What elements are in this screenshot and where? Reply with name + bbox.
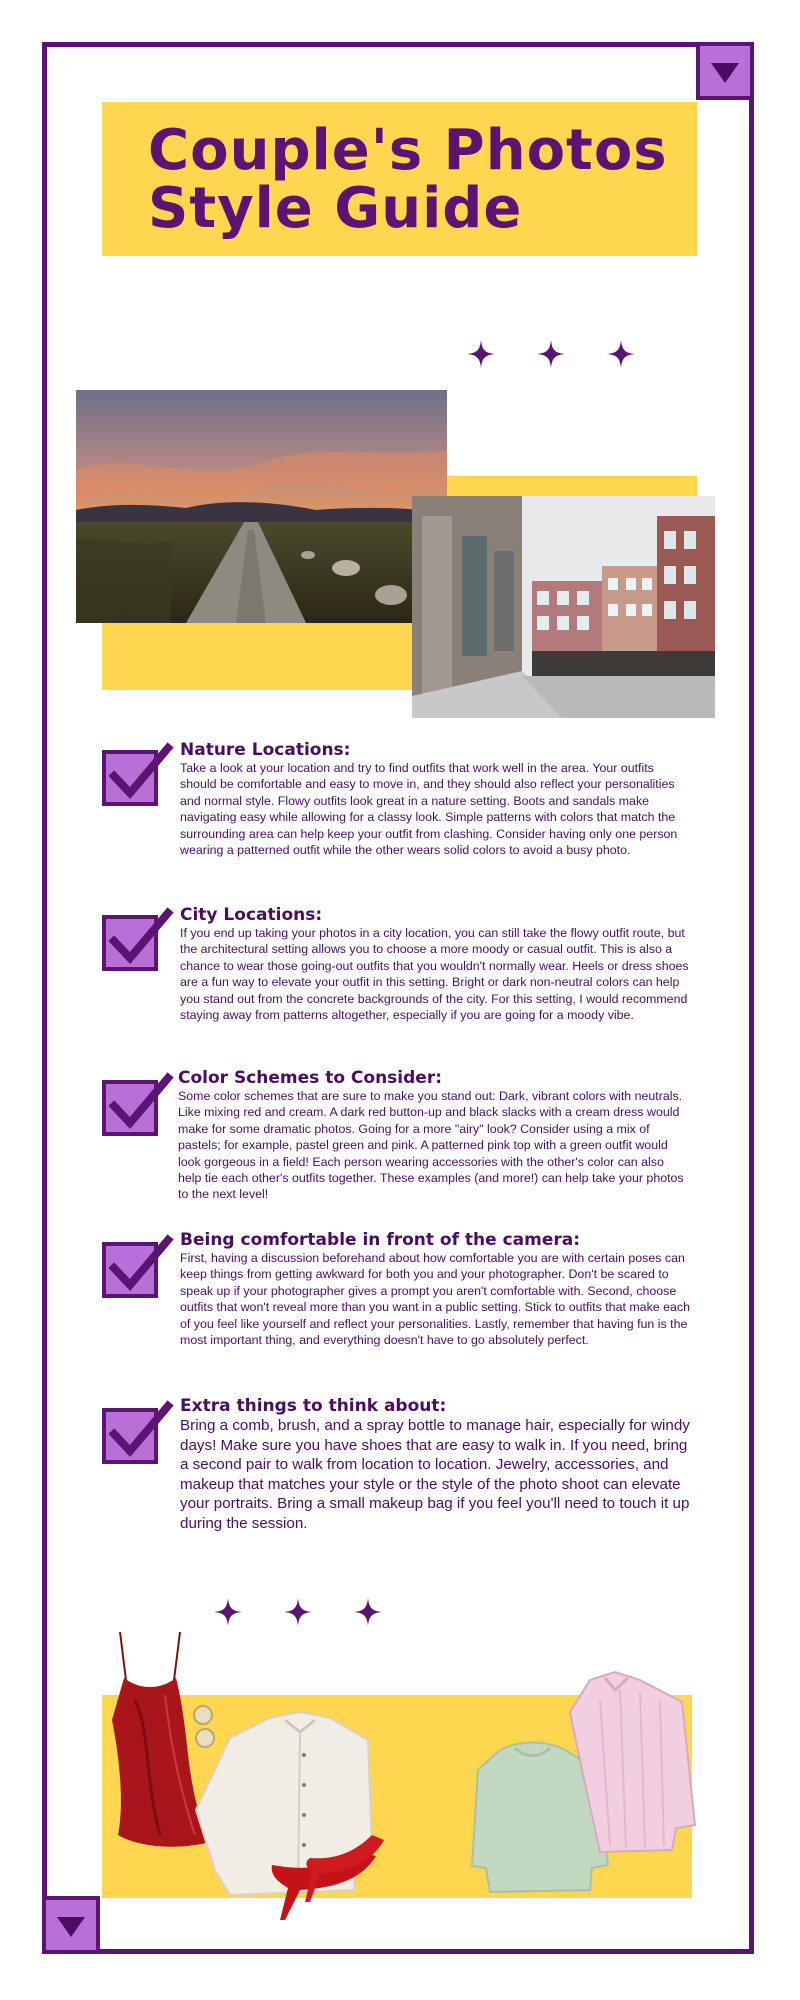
corner-box-top-right xyxy=(696,42,754,100)
checkbox xyxy=(102,1242,158,1298)
sparkle-star-icon xyxy=(607,340,635,368)
earrings-image xyxy=(194,1706,214,1747)
item-body: Bring a comb, brush, and a spray bottle to manage hair, especially for windy days! Make sure you have shoes that are easy to walk in. If you need, bring a second pair to walk from location to location. Jewelry, accessories, and makeup that matches your style or the style of the photo shoot can elevate your portraits. Bring a small makeup bag if you feel you'll need to touch it up during the session. xyxy=(180,1417,690,1532)
checkbox-check-icon xyxy=(102,1396,172,1466)
title-banner xyxy=(102,102,697,256)
list-item-content xyxy=(180,740,690,858)
item-title: Extra things to think about: xyxy=(180,1396,447,1416)
yellow-strip xyxy=(447,476,697,498)
triangle-down-icon xyxy=(711,63,739,83)
nature-road-photo xyxy=(76,390,447,623)
item-title: Nature Locations: xyxy=(180,740,351,760)
item-body: Some color schemes that are sure to make you stand out: Dark, vibrant colors with neutrals. Like mixing red and cream. A dark red button-up and black slacks with a cream dress would make for some dramatic photos. Going for a more "airy" look? Consider using a mix of pastels; for example, pastel green and pink. A patterned pink top with a green outfit would look gorgeous in a field! Each person wearing accessories with the other's color can also help tie each other's outfits together. These examples (and more!) can help take your photos to the next level! xyxy=(178,1089,684,1202)
item-title: Color Schemes to Consider: xyxy=(178,1068,443,1088)
checkbox xyxy=(102,1080,158,1136)
page-title xyxy=(148,118,668,241)
clothing-collage xyxy=(0,1620,800,1930)
list-item-content xyxy=(180,1396,690,1534)
item-body: Take a look at your location and try to find outfits that work well in the area. Your outfits should be comfortable and easy to move in, and they should also reflect your personalities and normal style. Flowy outfits look great in a nature setting. Boots and sandals make navigating easy while allowing for a classy look. Simple patterns with colors that match the surrounding area can help keep your outfit from clashing. Consider having only one person wearing a patterned outfit while the other wears solid colors to avoid a busy photo. xyxy=(180,761,678,858)
checkbox xyxy=(102,915,158,971)
sparkle-star-icon xyxy=(537,340,565,368)
checkbox-check-icon xyxy=(102,903,172,973)
item-body: If you end up taking your photos in a city location, you can still take the flowy outfit route, but the architectural setting allows you to choose a more moody or casual outfit. This is also a chance to wear those going-out outfits that you wouldn't normally wear. Heels or dress shoes are a fun way to elevate your outfit in this setting. Bright or dark non-neutral colors can help you stand out from the concrete backgrounds of the city. For this setting, I would recommend staying away from patterns altogether, especially if you are going for a moody vibe. xyxy=(180,926,689,1023)
star-row-top xyxy=(467,340,635,368)
item-body: First, having a discussion beforehand about how comfortable you are with certain poses can keep things from getting awkward for both you and your photographer. Don't be scared to speak up if your photographer gives a prompt you aren't comfortable with. Second, choose outfits that won't reveal more than you want in a public setting. Stick to outfits that make each of you feel like yourself and reflect your personalities. Lastly, remember that having fun is the most important thing, and everything doesn't have to go absolutely perfect. xyxy=(180,1251,690,1348)
list-item-content xyxy=(180,905,690,1023)
sparkle-star-icon xyxy=(467,340,495,368)
item-title: Being comfortable in front of the camera: xyxy=(180,1230,581,1250)
checkbox-check-icon xyxy=(102,1230,172,1300)
checkbox xyxy=(102,1408,158,1464)
list-item-content xyxy=(180,1230,690,1348)
checkbox-check-icon xyxy=(102,1068,172,1138)
title-text: Couple's Photos Style Guide xyxy=(148,118,668,241)
list-item-content xyxy=(178,1068,688,1203)
checkbox xyxy=(102,750,158,806)
city-street-photo xyxy=(412,496,715,718)
checkbox-check-icon xyxy=(102,738,172,808)
item-title: City Locations: xyxy=(180,905,323,925)
